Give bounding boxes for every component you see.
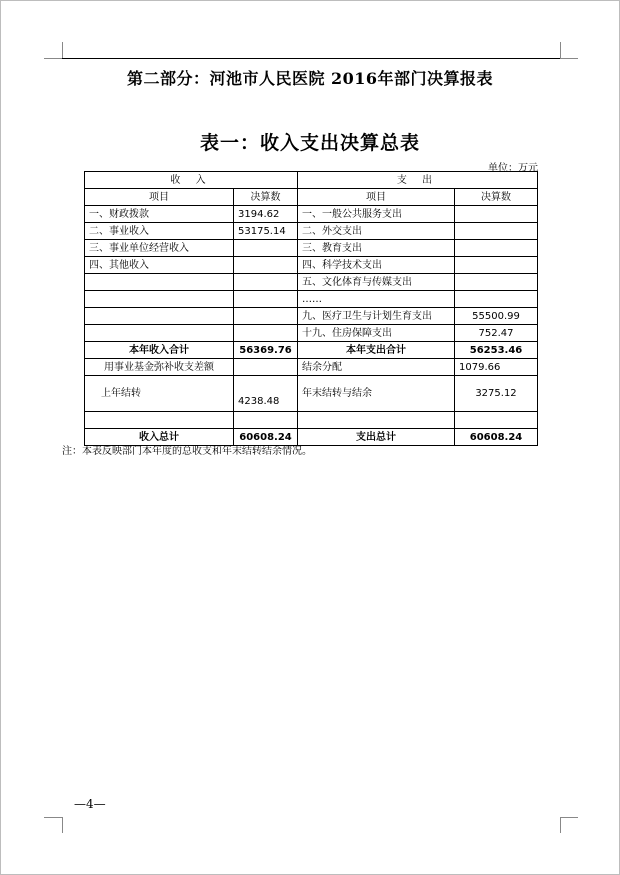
surplus-distribution-value: 1079.66 [455,359,538,376]
header-rule [62,58,560,59]
expense-item: 十九、住房保障支出 [298,325,455,342]
crop-mark-top-left [62,42,63,58]
income-grand-total-label: 收入总计 [85,429,234,446]
income-value [234,274,298,291]
income-value: 53175.14 [234,223,298,240]
expense-item: 四、科学技术支出 [298,257,455,274]
expense-value [455,274,538,291]
table-row [85,257,538,274]
column-header-row [85,189,538,206]
crop-mark-bottom-left [62,817,63,833]
expense-value [455,257,538,274]
blank-row [85,412,538,429]
table-row [85,325,538,342]
expense-item: 二、外交支出 [298,223,455,240]
income-value [234,308,298,325]
unit-label: 单位：万元 [488,163,538,174]
blank-cell [455,412,538,429]
expense-group-header: 支 出 [298,172,538,189]
crop-mark-top-right-h [560,58,578,59]
expense-value [455,223,538,240]
carryover-label: 上年结转 [85,376,234,412]
expense-value [455,240,538,257]
year-end-label: 年末结转与结余 [298,376,455,412]
year-total-row [85,342,538,359]
blank-cell [85,412,234,429]
surplus-distribution-label: 结余分配 [298,359,455,376]
table-row [85,308,538,325]
expense-value [455,206,538,223]
fund-row [85,359,538,376]
income-grand-total-value: 60608.24 [234,429,298,446]
table-row [85,240,538,257]
income-item [85,325,234,342]
fund-label: 用事业基金弥补收支差额 [85,359,234,376]
income-item [85,291,234,308]
group-header-row [85,172,538,189]
income-value: 3194.62 [234,206,298,223]
income-item: 三、事业单位经营收入 [85,240,234,257]
carryover-value: 4238.48 [234,376,298,412]
crop-mark-bottom-right [560,817,561,833]
income-value [234,257,298,274]
page-number: —4— [74,797,106,811]
expense-item: 一、一般公共服务支出 [298,206,455,223]
income-expense-table [84,171,538,446]
income-value [234,240,298,257]
table-row [85,291,538,308]
crop-mark-top-left-h [44,58,62,59]
expense-value [455,291,538,308]
crop-mark-bottom-left-h [44,817,62,818]
expense-item: 三、教育支出 [298,240,455,257]
expense-value: 55500.99 [455,308,538,325]
section-title: 第二部分：河池市人民医院 2016年部门决算报表 [126,69,494,88]
expense-amount-header: 决算数 [455,189,538,206]
income-item: 一、财政拨款 [85,206,234,223]
expense-item: 九、医疗卫生与计划生育支出 [298,308,455,325]
year-expense-total-label: 本年支出合计 [298,342,455,359]
income-item [85,308,234,325]
year-expense-total-value: 56253.46 [455,342,538,359]
crop-mark-top-right [560,42,561,58]
expense-value: 752.47 [455,325,538,342]
carryover-row [85,376,538,412]
table-row [85,223,538,240]
expense-grand-total-value: 60608.24 [455,429,538,446]
year-income-total-value: 56369.76 [234,342,298,359]
income-value [234,325,298,342]
year-end-value: 3275.12 [455,376,538,412]
income-value [234,291,298,308]
year-income-total-label: 本年收入合计 [85,342,234,359]
table-row [85,206,538,223]
blank-cell [298,412,455,429]
expense-item: 五、文化体育与传媒支出 [298,274,455,291]
table-note: 注：本表反映部门本年度的总收支和年末结转结余情况。 [62,446,312,457]
crop-mark-bottom-right-h [560,817,578,818]
blank-cell [234,412,298,429]
income-item-header: 项目 [85,189,234,206]
expense-item-header: 项目 [298,189,455,206]
income-group-header: 收 入 [85,172,298,189]
income-item [85,274,234,291]
expense-grand-total-label: 支出总计 [298,429,455,446]
table-title: 表一：收入支出决算总表 [199,132,420,154]
income-amount-header: 决算数 [234,189,298,206]
income-item: 四、其他收入 [85,257,234,274]
expense-item: …… [298,291,455,308]
income-item: 二、事业收入 [85,223,234,240]
fund-value [234,359,298,376]
table-row [85,274,538,291]
